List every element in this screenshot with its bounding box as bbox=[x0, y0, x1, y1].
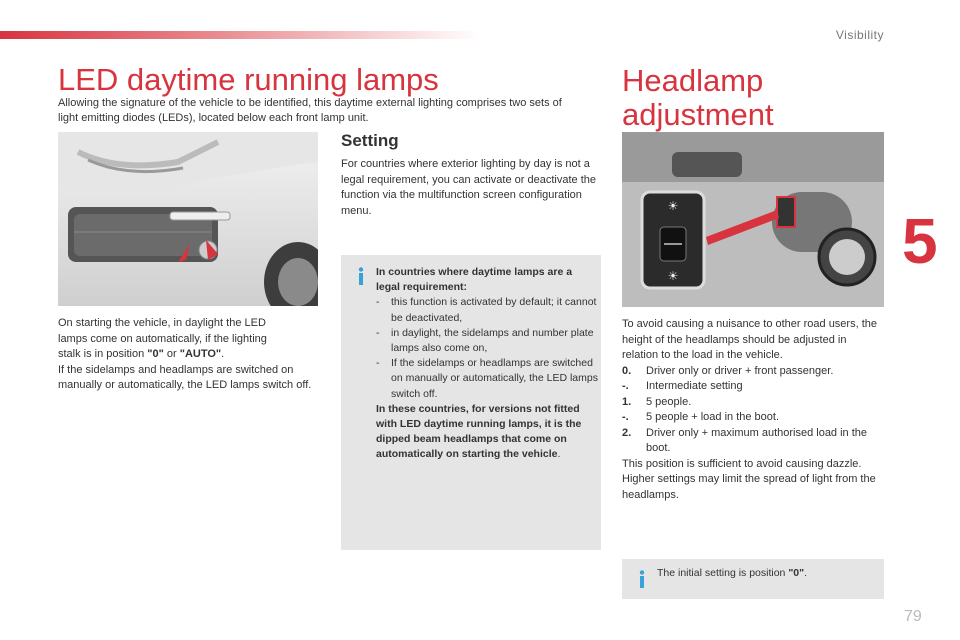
info-icon bbox=[637, 570, 647, 588]
higher-settings-text: Higher settings may limit the spread of light from the headlamps. bbox=[622, 473, 876, 501]
top-accent-bar bbox=[0, 31, 480, 39]
headlamp-intro: To avoid causing a nuisance to other road users, the height of the headlamps should be adjusted in relation to the load in the vehicle. bbox=[622, 318, 877, 361]
info-icon bbox=[356, 267, 366, 285]
info-box-legal bbox=[341, 255, 601, 550]
position-auto-label: "AUTO" bbox=[179, 348, 222, 360]
headlamp-title: Headlamp adjustment bbox=[622, 63, 774, 132]
list-item: -. Intermediate setting bbox=[622, 380, 743, 392]
svg-text:☀: ☀ bbox=[667, 269, 679, 283]
initial-setting-text: The initial setting is position "0". bbox=[657, 567, 808, 579]
info-footer: In these countries, for versions not fitted with LED daytime running lamps, it is the dipped beam headlamps that come on automatically on starting the vehicle. bbox=[376, 402, 582, 461]
list-item: - If the sidelamps or headlamps are switched on manually or automatically, the LED lamps switch off. bbox=[376, 357, 598, 400]
led-paragraph: On starting the vehicle, in daylight the LED lamps come on automatically, if the lighting stalk is in position "0" or "AUTO". If the sidelamps and headlamps are switched on manually or automatically, the LED lamps switch off. bbox=[58, 316, 313, 394]
info-box-initial-setting bbox=[622, 559, 884, 599]
page-number: 79 bbox=[904, 608, 922, 625]
list-item: 2. Driver only + maximum authorised load in the boot. bbox=[622, 426, 868, 454]
info-heading: In countries where daytime lamps are a legal requirement: bbox=[376, 266, 573, 294]
led-title: LED daytime running lamps bbox=[58, 62, 439, 97]
sufficient-text: This position is sufficient to avoid causing dazzle. bbox=[622, 457, 862, 470]
dashboard-photo bbox=[622, 132, 884, 307]
setting-text: For countries where exterior lighting by day is not a legal requirement, you can activate or deactivate the function via the multifunction screen configuration menu. bbox=[341, 158, 596, 217]
car-front-photo bbox=[58, 132, 318, 306]
list-item: - this function is activated by default; it cannot be deactivated, bbox=[376, 296, 597, 324]
chapter-number: 5 bbox=[902, 205, 938, 277]
list-item: - in daylight, the sidelamps and number plate lamps also come on, bbox=[376, 326, 594, 355]
position-0-label: "0" bbox=[147, 348, 164, 360]
led-paragraph-2: If the sidelamps and headlamps are switched on manually or automatically, the LED lamps switch off. bbox=[58, 363, 312, 391]
led-intro: Allowing the signature of the vehicle to be identified, this daytime external lighting comprises two sets of light emitting diodes (LEDs), located below each front lamp unit. bbox=[58, 97, 562, 124]
list-item: -. 5 people + load in the boot. bbox=[622, 411, 780, 423]
svg-text:☀: ☀ bbox=[667, 199, 679, 213]
section-label: Visibility bbox=[835, 28, 884, 42]
list-item: 0. Driver only or driver + front passenger. bbox=[622, 364, 834, 377]
headlamp-text bbox=[622, 317, 884, 503]
list-item: 1. 5 people. bbox=[622, 395, 692, 408]
setting-heading: Setting bbox=[341, 131, 399, 150]
